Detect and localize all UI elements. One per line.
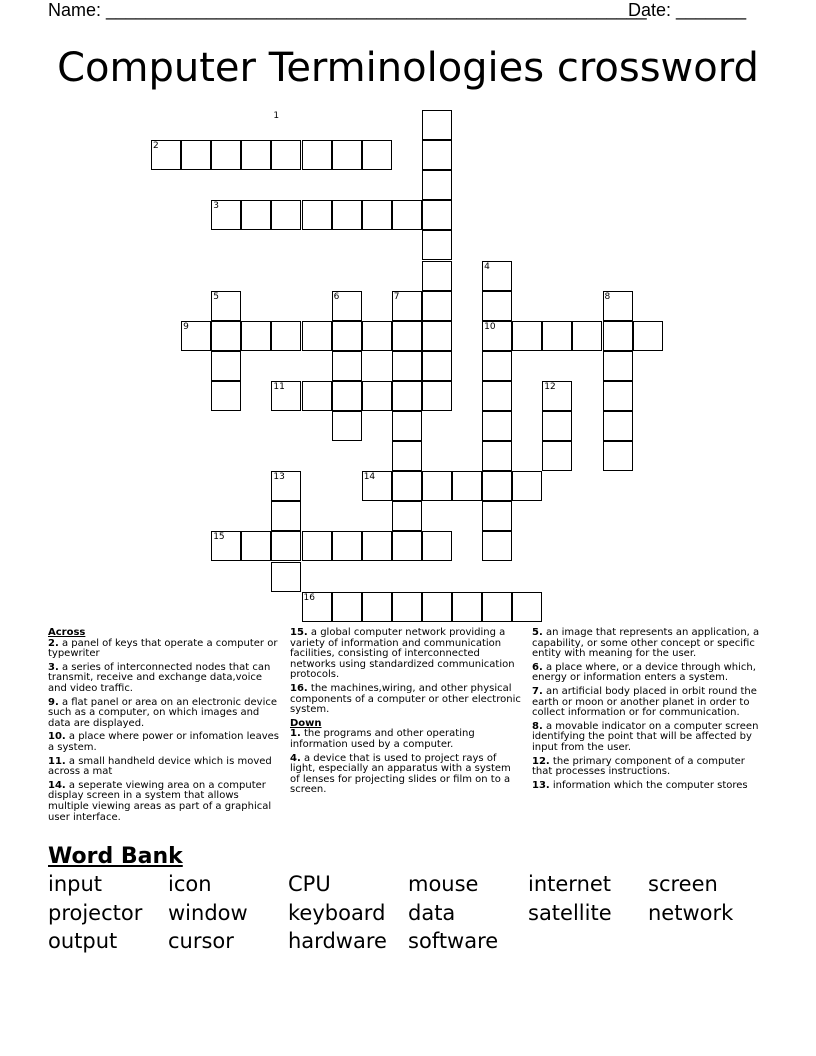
grid-cell[interactable] bbox=[512, 321, 542, 351]
clue-number-5: 5 bbox=[213, 291, 219, 302]
grid-cell[interactable] bbox=[482, 531, 512, 561]
grid-cell[interactable] bbox=[392, 351, 422, 381]
clue-down-4: 4. a device that is used to project rays of light, especially an apparatus with a system of lenses for projecting slides or film on to a screen. bbox=[290, 752, 511, 796]
grid-cell[interactable] bbox=[542, 321, 572, 351]
word-bank bbox=[48, 872, 768, 958]
grid-cell[interactable] bbox=[362, 592, 392, 622]
word-bank-item: data bbox=[408, 900, 456, 925]
grid-cell[interactable] bbox=[392, 531, 422, 561]
grid-cell[interactable] bbox=[332, 321, 362, 351]
word-bank-item: input bbox=[48, 872, 103, 896]
clue-number-11: 11 bbox=[273, 381, 285, 392]
date-field-label: Date: _______ bbox=[628, 0, 747, 20]
clue-number-13: 13 bbox=[273, 472, 285, 483]
clue-number-16: 16 bbox=[303, 592, 315, 603]
grid-cell[interactable] bbox=[332, 592, 362, 622]
grid-cell[interactable] bbox=[332, 531, 362, 561]
clue-number-6: 6 bbox=[333, 291, 340, 302]
grid-cell[interactable] bbox=[392, 200, 422, 230]
clue-down-12: 12. the primary component of a computer that processes instructions. bbox=[532, 755, 745, 778]
word-bank-item: cursor bbox=[168, 929, 234, 953]
grid-cell[interactable] bbox=[392, 501, 422, 531]
grid-cell[interactable] bbox=[603, 381, 633, 411]
grid-cell[interactable] bbox=[271, 501, 301, 531]
grid-cell[interactable] bbox=[422, 291, 452, 321]
clue-down-13: 13. information which the computer stores bbox=[532, 779, 748, 791]
clue-number-10: 10 bbox=[484, 321, 496, 332]
grid-cell[interactable] bbox=[482, 471, 512, 501]
grid-cell[interactable] bbox=[362, 531, 392, 561]
grid-cell[interactable] bbox=[422, 110, 452, 140]
word-bank-item: projector bbox=[48, 900, 143, 925]
grid-cell[interactable] bbox=[241, 200, 271, 230]
grid-cell[interactable] bbox=[332, 140, 362, 170]
word-bank-item: CPU bbox=[288, 872, 331, 896]
grid-cell[interactable] bbox=[542, 411, 572, 441]
grid-cell[interactable] bbox=[542, 441, 572, 471]
grid-cell[interactable] bbox=[603, 441, 633, 471]
clue-down-6: 6. a place where, or a device through which, energy or information enters a system. bbox=[532, 661, 756, 684]
grid-cell[interactable] bbox=[482, 411, 512, 441]
word-bank-item: window bbox=[168, 900, 248, 925]
name-field-label: Name: ______________________________________________________ bbox=[48, 0, 647, 20]
word-bank-item: hardware bbox=[288, 929, 387, 953]
grid-cell[interactable] bbox=[482, 501, 512, 531]
clue-number-8: 8 bbox=[604, 291, 611, 302]
word-bank-item: keyboard bbox=[288, 900, 386, 925]
grid-cell[interactable] bbox=[211, 381, 241, 411]
grid-cell[interactable] bbox=[211, 321, 241, 351]
word-bank-item: internet bbox=[528, 872, 612, 896]
clue-number-9: 9 bbox=[183, 321, 189, 332]
grid-cell[interactable] bbox=[302, 140, 332, 170]
grid-cell[interactable] bbox=[392, 321, 422, 351]
grid-cell[interactable] bbox=[332, 351, 362, 381]
grid-cell[interactable] bbox=[452, 592, 482, 622]
grid-cell[interactable] bbox=[422, 471, 452, 501]
word-bank-item: icon bbox=[168, 872, 212, 896]
clue-across-9: 9. a flat panel or area on an electronic device such as a computer, on which images and data are displayed. bbox=[48, 696, 278, 729]
grid-cell[interactable] bbox=[422, 140, 452, 170]
clue-number-12: 12 bbox=[544, 381, 556, 392]
clue-number-14: 14 bbox=[363, 472, 376, 483]
grid-cell[interactable] bbox=[422, 321, 452, 351]
grid-cell[interactable] bbox=[603, 411, 633, 441]
grid-cell[interactable] bbox=[422, 261, 452, 291]
grid-cell[interactable] bbox=[392, 381, 422, 411]
clue-across-2: 2. a panel of keys that operate a computer or typewriter bbox=[48, 637, 278, 660]
grid-cell[interactable] bbox=[422, 230, 452, 260]
grid-cell[interactable] bbox=[302, 381, 332, 411]
grid-cell[interactable] bbox=[332, 411, 362, 441]
grid-cell[interactable] bbox=[603, 321, 633, 351]
grid-cell[interactable] bbox=[512, 592, 542, 622]
grid-cell[interactable] bbox=[271, 200, 301, 230]
word-bank-item: software bbox=[408, 929, 499, 953]
grid-cell[interactable] bbox=[392, 411, 422, 441]
clue-number-2: 2 bbox=[153, 141, 159, 152]
across-heading: Across bbox=[48, 627, 86, 638]
clue-across-16: 16. the machines,wiring, and other physical components of a computer or other electronic system. bbox=[290, 682, 521, 716]
grid-cell[interactable] bbox=[271, 140, 301, 170]
grid-cell[interactable] bbox=[422, 170, 452, 200]
word-bank-item: satellite bbox=[528, 900, 612, 925]
grid-cell[interactable] bbox=[302, 531, 332, 561]
clue-number-7: 7 bbox=[393, 291, 400, 302]
grid-cell[interactable] bbox=[181, 140, 211, 170]
page-title: Computer Terminologies crossword bbox=[57, 45, 759, 91]
clue-across-10: 10. a place where power or infomation leaves a system. bbox=[48, 731, 279, 753]
clue-across-11: 11. a small handheld device which is moved across a mat bbox=[48, 755, 272, 778]
clue-number-1: 1 bbox=[273, 111, 280, 121]
grid-cell[interactable] bbox=[241, 140, 271, 170]
clue-down-7: 7. an artificial body placed in orbit round the earth or moon or another planet in order to collect information or for communication. bbox=[532, 685, 757, 719]
grid-cell[interactable] bbox=[482, 441, 512, 471]
clue-column-1 bbox=[48, 628, 280, 826]
grid-cell[interactable] bbox=[452, 471, 482, 501]
grid-cell[interactable] bbox=[302, 200, 332, 230]
grid-cell[interactable] bbox=[482, 381, 512, 411]
grid-cell[interactable] bbox=[211, 140, 241, 170]
clue-column-2 bbox=[290, 628, 522, 799]
grid-cell[interactable] bbox=[482, 592, 512, 622]
grid-cell[interactable] bbox=[271, 321, 301, 351]
grid-cell[interactable] bbox=[482, 291, 512, 321]
grid-cell[interactable] bbox=[633, 321, 663, 351]
clue-down-5: 5. an image that represents an application, a capability, or some other concept or specific entity with meaning for the user. bbox=[532, 627, 760, 660]
grid-cell[interactable] bbox=[211, 351, 241, 381]
grid-cell[interactable] bbox=[332, 381, 362, 411]
word-bank-item: output bbox=[48, 929, 118, 953]
clue-down-8: 8. a movable indicator on a computer screen identifying the point that will be affected by input from the user. bbox=[532, 720, 759, 753]
grid-cell[interactable] bbox=[362, 321, 392, 351]
grid-cell[interactable] bbox=[362, 381, 392, 411]
clue-number-15: 15 bbox=[213, 532, 225, 543]
word-bank-item: screen bbox=[648, 872, 718, 896]
grid-cell[interactable] bbox=[482, 351, 512, 381]
down-heading: Down bbox=[290, 717, 322, 729]
grid-cell[interactable] bbox=[362, 140, 392, 170]
grid-cell[interactable] bbox=[392, 592, 422, 622]
clue-across-15: 15. a global computer network providing a variety of information and communication facilities, consisting of interconnected networks using standardized communication protocols. bbox=[290, 627, 515, 681]
grid-cell[interactable] bbox=[241, 321, 271, 351]
grid-cell[interactable] bbox=[422, 351, 452, 381]
grid-cell[interactable] bbox=[603, 351, 633, 381]
word-bank-title: Word Bank bbox=[48, 844, 183, 869]
grid-cell[interactable] bbox=[422, 381, 452, 411]
clue-number-4: 4 bbox=[484, 261, 490, 272]
grid-cell[interactable] bbox=[572, 321, 602, 351]
grid-cell[interactable] bbox=[271, 562, 301, 592]
grid-cell[interactable] bbox=[422, 592, 452, 622]
clue-number-3: 3 bbox=[213, 201, 219, 212]
grid-cell[interactable] bbox=[241, 531, 271, 561]
grid-cell[interactable] bbox=[332, 200, 362, 230]
word-bank-item: mouse bbox=[408, 872, 479, 896]
grid-cell[interactable] bbox=[302, 321, 332, 351]
grid-cell[interactable] bbox=[392, 471, 422, 501]
clue-across-3: 3. a series of interconnected nodes that can transmit, receive and exchange data,voice and video traffic. bbox=[48, 661, 271, 694]
grid-cell[interactable] bbox=[392, 441, 422, 471]
clue-across-14: 14. a seperate viewing area on a computer display screen in a system that allows multiple viewing areas as part of a graphical user interface. bbox=[48, 779, 272, 823]
clue-down-1: 1. the programs and other operating information used by a computer. bbox=[290, 728, 475, 750]
grid-cell[interactable] bbox=[422, 200, 452, 230]
clue-column-3 bbox=[532, 628, 764, 794]
grid-cell[interactable] bbox=[362, 200, 392, 230]
grid-cell[interactable] bbox=[271, 531, 301, 561]
grid-cell[interactable] bbox=[422, 531, 452, 561]
word-bank-item: network bbox=[648, 900, 734, 925]
grid-cell[interactable] bbox=[512, 471, 542, 501]
